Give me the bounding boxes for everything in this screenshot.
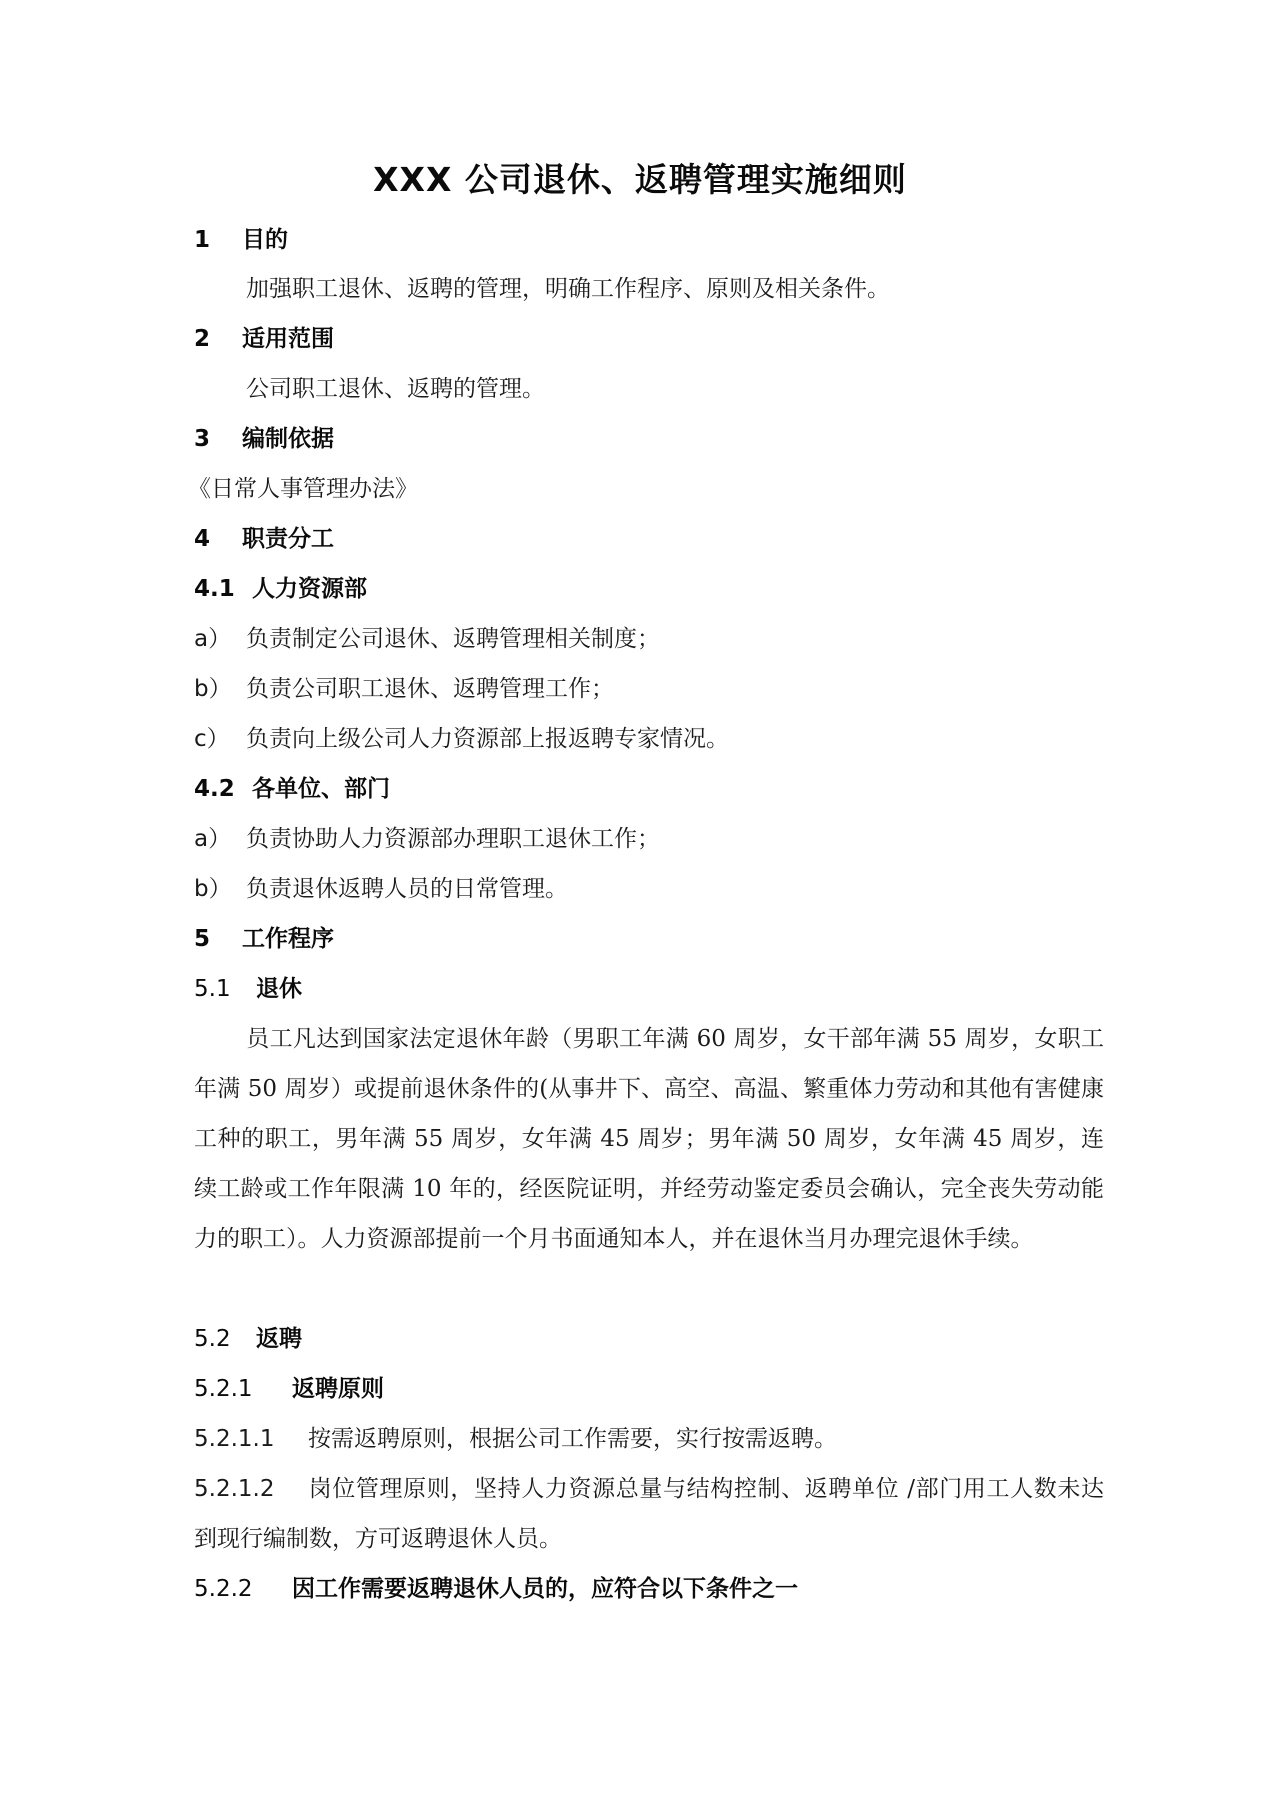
section-title: 各单位、部门 (252, 776, 390, 802)
document-title: XXX 公司退休、返聘管理实施细则 (373, 160, 907, 199)
section-title: 工作程序 (242, 926, 334, 952)
section-title: 返聘原则 (292, 1376, 384, 1402)
section-number: 2 (194, 326, 211, 352)
list-label: b） (194, 876, 232, 902)
list-label: b） (194, 676, 232, 702)
paragraph-text: 员工凡达到国家法定退休年龄（男职工年满 60 周岁，女干部年满 55 周岁，女职工年满 50 周岁）或提前退休条件的(从事井下、高空、高温、繁重体力劳动和其他有害健康工种的职工，男年满 55 周岁，女年满 45 周岁；男年满 50 周岁，女年满 45 周岁，连续工龄或工作年限满 10 年的，经医院证明，并经劳动鉴定委员会确认，完全丧失劳动能力的职工）。人力资源部提前一个月书面通知本人，并在退休当月办理完退休手续。 (194, 1026, 1104, 1252)
list-item (194, 824, 660, 854)
section-title: 退休 (256, 976, 302, 1002)
section-number: 4.2 (194, 776, 235, 802)
list-text: 负责协助人力资源部办理职工退休工作； (246, 826, 660, 852)
list-item (194, 874, 568, 904)
section-5-2-heading (194, 1324, 302, 1354)
list-label: a） (194, 626, 232, 652)
section-4-1-heading (194, 574, 367, 604)
section-title: 职责分工 (242, 526, 334, 552)
list-item (194, 674, 614, 704)
list-item (194, 724, 729, 754)
list-text: 负责制定公司退休、返聘管理相关制度； (246, 626, 660, 652)
section-title: 适用范围 (242, 326, 334, 352)
section-number: 5.2.2 (194, 1576, 253, 1602)
list-text: 负责退休返聘人员的日常管理。 (246, 876, 568, 902)
item-text: 按需返聘原则，根据公司工作需要，实行按需返聘。 (308, 1426, 837, 1452)
section-number: 5.1 (194, 976, 231, 1002)
section-5-2-2-heading (194, 1574, 798, 1604)
section-title: 目的 (242, 227, 288, 253)
list-label: c） (194, 726, 230, 752)
section-2-heading (194, 324, 334, 354)
section-2-body: 公司职工退休、返聘的管理。 (246, 376, 545, 402)
section-number: 1 (194, 227, 211, 253)
section-title: 返聘 (256, 1326, 302, 1352)
section-4-2-heading (194, 774, 390, 804)
item-number: 5.2.1.1 (194, 1426, 275, 1452)
item-text: 岗位管理原则，坚持人力资源总量与结构控制、返聘单位 /部门用工人数未达到现行编制数，方可返聘退休人员。 (194, 1476, 1104, 1552)
principle-item (194, 1464, 1104, 1564)
list-text: 负责公司职工退休、返聘管理工作； (246, 676, 614, 702)
section-number: 5 (194, 926, 211, 952)
section-3-body: 《日常人事管理办法》 (188, 476, 418, 502)
section-4-heading (194, 524, 334, 554)
section-number: 3 (194, 426, 211, 452)
section-title: 人力资源部 (252, 576, 367, 602)
list-item (194, 624, 660, 654)
item-number: 5.2.1.2 (194, 1476, 275, 1502)
list-text: 负责向上级公司人力资源部上报返聘专家情况。 (246, 726, 729, 752)
section-number: 4.1 (194, 576, 235, 602)
section-5-heading (194, 924, 334, 954)
principle-item (194, 1424, 837, 1454)
section-number: 4 (194, 526, 211, 552)
section-1-body: 加强职工退休、返聘的管理，明确工作程序、原则及相关条件。 (246, 276, 890, 302)
section-title: 因工作需要返聘退休人员的，应符合以下条件之一 (292, 1576, 798, 1602)
section-5-2-1-heading (194, 1374, 384, 1404)
section-number: 5.2 (194, 1326, 231, 1352)
section-5-1-heading (194, 974, 302, 1004)
section-number: 5.2.1 (194, 1376, 253, 1402)
list-label: a） (194, 826, 232, 852)
section-3-heading (194, 424, 334, 454)
section-title: 编制依据 (242, 426, 334, 452)
section-1-heading (194, 225, 288, 255)
section-5-1-body (194, 1014, 1104, 1264)
